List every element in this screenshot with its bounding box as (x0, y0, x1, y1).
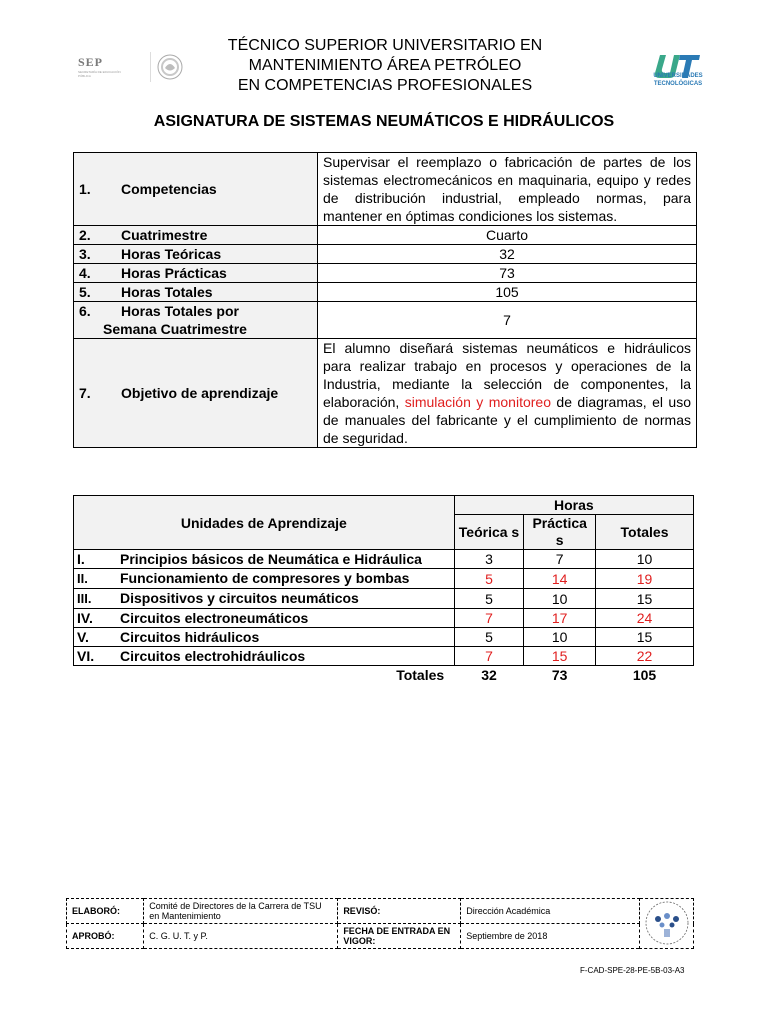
row-number: 5. (79, 284, 91, 300)
unit-roman: III. (77, 591, 92, 606)
approval-footer-table (66, 898, 694, 949)
table-row (74, 609, 694, 628)
teoricas-header: Teórica s (454, 515, 524, 550)
horas-totales-value: 105 (318, 283, 697, 302)
cuatrimestre-label (74, 226, 318, 245)
elaboro-value: Comité de Directores de la Carrera de TSU en Mantenimiento (144, 899, 338, 924)
row-label: Cuatrimestre (121, 227, 208, 243)
row-number: 3. (79, 246, 91, 262)
reviso-label: REVISÓ: (338, 899, 461, 924)
totals-row (74, 666, 694, 685)
row-label: Semana Cuatrimestre (103, 321, 247, 337)
unit-practicas: 17 (524, 609, 596, 628)
unit-totales: 19 (596, 569, 694, 589)
unit-name (74, 609, 455, 628)
unit-name (74, 628, 455, 647)
row-label: Horas Totales (121, 284, 213, 300)
unit-totales: 10 (596, 550, 694, 569)
unit-name (74, 569, 455, 589)
totals-label: Totales (396, 667, 445, 683)
row-label: Horas Teóricas (121, 246, 222, 262)
row-number: 2. (79, 227, 91, 243)
unit-roman: V. (77, 629, 89, 645)
competencias-label (74, 153, 318, 226)
totals-teoricas: 32 (481, 667, 497, 683)
table-row (74, 647, 694, 666)
objetivo-text: de diagramas, el uso de manuales del fabricante y el cumplimiento de normas de seguridad. (323, 394, 692, 446)
row-number: 6. (79, 303, 91, 319)
unit-label: Circuitos electroneumáticos (120, 610, 309, 626)
aprobo-value: C. G. U. T. y P. (144, 924, 338, 949)
row-number: 1. (79, 181, 91, 197)
unit-practicas: 7 (524, 550, 596, 569)
document-code: F-CAD-SPE-28-PE-5B-03-A3 (580, 966, 685, 975)
table-row (67, 924, 694, 949)
row-label: Horas Prácticas (121, 265, 227, 281)
horas-practicas-value: 73 (318, 264, 697, 283)
elaboro-label: ELABORÓ: (67, 899, 144, 924)
unit-practicas: 10 (524, 589, 596, 609)
horas-teoricas-label (74, 245, 318, 264)
unit-teoricas: 5 (454, 628, 524, 647)
table-row (74, 283, 697, 302)
fecha-value: Septiembre de 2018 (461, 924, 640, 949)
unit-totales: 15 (596, 589, 694, 609)
objetivo-highlight: simulación y monitoreo (404, 394, 551, 410)
unit-roman: I. (77, 551, 85, 567)
unit-label: Principios básicos de Neumática e Hidráulica (120, 551, 422, 567)
header-title-line: TÉCNICO SUPERIOR UNIVERSITARIO EN (227, 37, 543, 54)
objetivo-label (74, 339, 318, 448)
table-row (74, 339, 697, 448)
unit-label: Circuitos electrohidráulicos (120, 648, 306, 664)
ut-logo-text: UNIVERSIDADES TECNOLÓGICAS (653, 73, 703, 87)
institution-logo (640, 899, 694, 949)
table-row (74, 550, 694, 569)
mexican-seal-icon (150, 50, 184, 84)
horas-semana-value: 7 (318, 302, 697, 339)
row-label: Horas Totales por (121, 303, 239, 319)
table-row (74, 245, 697, 264)
row-label: Competencias (121, 181, 217, 197)
hours-header: Horas (454, 496, 693, 515)
unit-teoricas: 7 (454, 647, 524, 666)
reviso-value: Dirección Académica (461, 899, 640, 924)
row-label: Objetivo de aprendizaje (121, 385, 279, 401)
header-title-line: EN COMPETENCIAS PROFESIONALES (237, 77, 533, 94)
learning-units-table (73, 495, 694, 684)
table-header-row (74, 496, 694, 515)
unit-practicas: 10 (524, 628, 596, 647)
unit-teoricas: 7 (454, 609, 524, 628)
unit-name (74, 550, 455, 569)
unit-teoricas: 3 (454, 550, 524, 569)
unit-teoricas: 5 (454, 589, 524, 609)
unit-label: Funcionamiento de compresores y bombas (120, 570, 410, 586)
objetivo-text: El alumno diseñará sistemas neumáticos e hidráulicos para realizar trabajo en procesos y operaciones de la Industria, mediante la selección de componentes, la elaboración, (323, 340, 691, 410)
sep-logo-subtext: SECRETARÍA DE EDUCACIÓN PÚBLICA (78, 70, 121, 78)
totals-totales: 105 (632, 667, 657, 683)
row-number: 7. (79, 385, 91, 401)
horas-teoricas-value: 32 (318, 245, 697, 264)
unit-name (74, 589, 455, 609)
table-row (74, 569, 694, 589)
totales-header: Totales (596, 515, 694, 550)
institution-seal-icon (643, 901, 691, 945)
unit-label: Circuitos hidráulicos (120, 629, 260, 645)
row-number: 4. (79, 265, 91, 281)
fecha-label: FECHA DE ENTRADA EN VIGOR: (338, 924, 461, 949)
unit-totales: 24 (596, 609, 694, 628)
table-row (74, 628, 694, 647)
totals-practicas: 73 (551, 667, 568, 683)
sep-logo-text: SEP (78, 55, 104, 69)
table-row (74, 589, 694, 609)
cuatrimestre-value: Cuarto (318, 226, 697, 245)
header-title-line: MANTENIMIENTO ÁREA PETRÓLEO (248, 57, 522, 74)
unit-practicas: 14 (524, 569, 596, 589)
unit-roman: IV. (77, 610, 93, 626)
document-header-title (200, 36, 570, 96)
aprobo-label: APROBÓ: (67, 924, 144, 949)
table-row (74, 226, 697, 245)
horas-practicas-label (74, 264, 318, 283)
competencias-value: Supervisar el reemplazo o fabricación de partes de los sistemas electromecánicos en maquinaria, equipo y redes de distribución industrial, empleado normas, para mantener en óptimas condiciones los sistemas. (318, 153, 697, 226)
table-row (67, 899, 694, 924)
unit-roman: II. (77, 571, 88, 586)
objetivo-value (318, 339, 697, 448)
table-row (74, 264, 697, 283)
unit-roman: VI. (77, 648, 95, 664)
horas-semana-label (74, 302, 318, 339)
unit-practicas: 15 (524, 647, 596, 666)
unit-totales: 15 (596, 628, 694, 647)
unit-totales: 22 (596, 647, 694, 666)
unit-teoricas: 5 (454, 569, 524, 589)
subject-title: ASIGNATURA DE SISTEMAS NEUMÁTICOS E HIDRÁULICOS (153, 113, 615, 130)
unit-label: Dispositivos y circuitos neumáticos (120, 590, 359, 606)
table-row (74, 153, 697, 226)
horas-totales-label (74, 283, 318, 302)
table-row (74, 302, 697, 339)
units-header: Unidades de Aprendizaje (74, 496, 455, 550)
practicas-header: Práctica s (524, 515, 596, 550)
unit-name (74, 647, 455, 666)
subject-info-table (73, 152, 697, 448)
